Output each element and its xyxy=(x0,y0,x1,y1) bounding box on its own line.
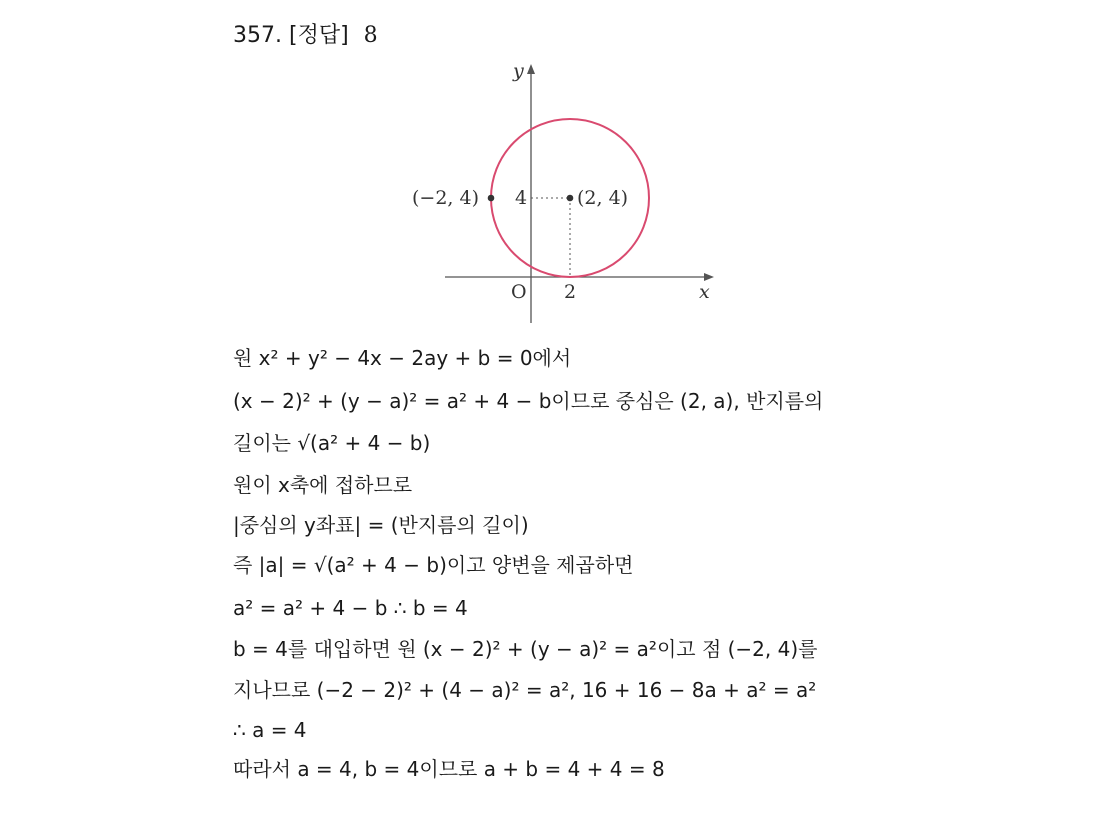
solution-line-10: ∴ a = 4 xyxy=(233,718,307,742)
left-point xyxy=(488,195,495,202)
circle-figure xyxy=(400,55,730,325)
answer-value: 8 xyxy=(363,23,378,48)
solution-line-4: 원이 x축에 접하므로 xyxy=(233,473,413,497)
problem-number: 357. xyxy=(233,23,282,48)
solution-line-6: 즉 |a| = √(a² + 4 − b)이고 양변을 제곱하면 xyxy=(233,553,634,577)
solution-line-8: b = 4를 대입하면 원 (x − 2)² + (y − a)² = a²이고 점 (−2, 4)를 xyxy=(233,637,818,661)
solution-line-2: (x − 2)² + (y − a)² = a² + 4 − b이므로 중심은 (2, a), 반지름의 xyxy=(233,389,824,413)
answer-label: [정답] xyxy=(288,23,349,48)
origin-label: O xyxy=(511,281,527,303)
solution-line-5: |중심의 y좌표| = (반지름의 길이) xyxy=(233,513,529,537)
solution-line-11: 따라서 a = 4, b = 4이므로 a + b = 4 + 4 = 8 xyxy=(233,757,665,781)
center-point-label: (2, 4) xyxy=(577,187,629,209)
x-axis-label: x xyxy=(699,281,710,303)
y-axis-label: y xyxy=(513,60,524,82)
y-tick-label: 4 xyxy=(515,187,528,209)
x-axis-arrow xyxy=(704,273,714,281)
center-point xyxy=(567,195,574,202)
solution-line-3: 길이는 √(a² + 4 − b) xyxy=(233,431,431,455)
problem-header xyxy=(233,18,378,49)
solution-line-9: 지나므로 (−2 − 2)² + (4 − a)² = a², 16 + 16 − 8a + a² = a² xyxy=(233,678,817,702)
x-tick-label: 2 xyxy=(564,281,577,303)
solution-line-1: 원 x² + y² − 4x − 2ay + b = 0에서 xyxy=(233,346,572,370)
y-axis-arrow xyxy=(527,64,535,74)
left-point-label: (−2, 4) xyxy=(412,187,480,209)
solution-line-7: a² = a² + 4 − b ∴ b = 4 xyxy=(233,596,468,620)
